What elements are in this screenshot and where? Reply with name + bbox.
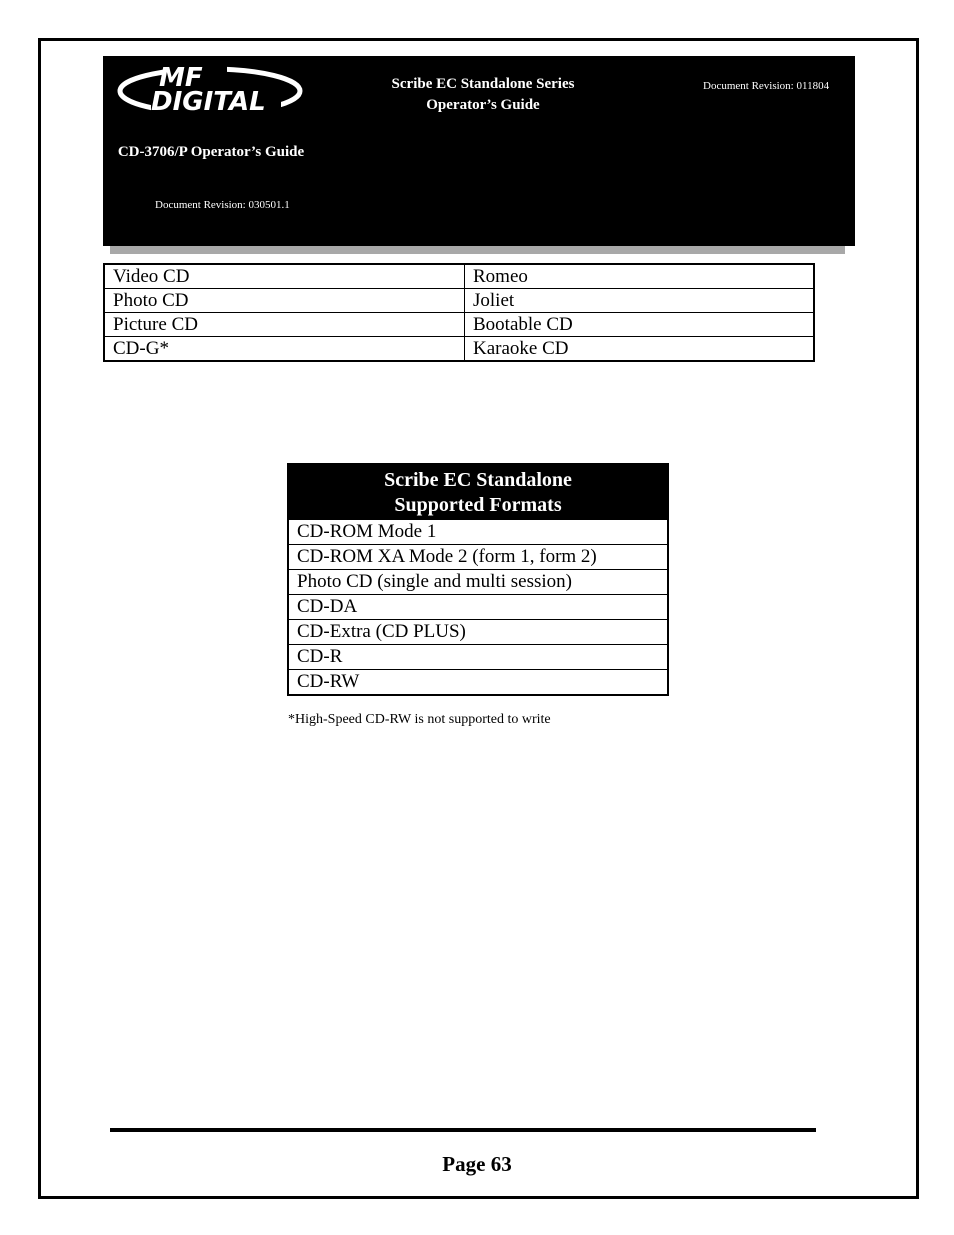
table-cell: Photo CD (single and multi session) <box>288 570 668 595</box>
left-document-title: CD-3706/P Operator’s Guide <box>117 144 305 160</box>
header-banner <box>103 56 855 246</box>
footnote: *High-Speed CD-RW is not supported to write <box>288 712 551 727</box>
table-cell: CD-Extra (CD PLUS) <box>288 620 668 645</box>
table-cell: Karaoke CD <box>465 337 815 362</box>
table-cell: Bootable CD <box>465 313 815 337</box>
table-cell: Photo CD <box>104 289 465 313</box>
mf-digital-logo <box>111 58 309 124</box>
table-cell: CD-ROM XA Mode 2 (form 1, form 2) <box>288 545 668 570</box>
table-row <box>288 520 668 545</box>
table-row <box>288 670 668 696</box>
svg-text:MF: MF <box>159 63 203 93</box>
table-cell: Video CD <box>104 264 465 289</box>
table-row <box>288 595 668 620</box>
right-document-revision: Document Revision: 011804 <box>703 80 830 92</box>
table-header <box>288 464 668 520</box>
left-document-revision: Document Revision: 030501.1 <box>155 199 290 211</box>
table-cell: Joliet <box>465 289 815 313</box>
table-row <box>104 264 814 289</box>
page-number: Page 63 <box>442 1152 512 1176</box>
svg-text:DIGITAL: DIGITAL <box>151 87 266 117</box>
table-cell: CD-RW <box>288 670 668 696</box>
formats-table <box>103 263 815 362</box>
table-cell: CD-G* <box>104 337 465 362</box>
table-row <box>288 645 668 670</box>
table-cell: Picture CD <box>104 313 465 337</box>
center-title-line1: Scribe EC Standalone Series <box>391 76 575 92</box>
footer-divider <box>110 1128 816 1132</box>
table-header-line1: Scribe EC Standalone <box>384 469 572 491</box>
table-row <box>288 620 668 645</box>
table-row <box>104 289 814 313</box>
table-cell: CD-DA <box>288 595 668 620</box>
supported-formats-table <box>287 463 669 696</box>
table-cell: CD-R <box>288 645 668 670</box>
table-row <box>104 313 814 337</box>
center-document-title <box>363 74 603 116</box>
table-header-line2: Supported Formats <box>394 494 562 516</box>
table-row <box>104 337 814 362</box>
table-cell: CD-ROM Mode 1 <box>288 520 668 545</box>
table-header-row <box>288 464 668 520</box>
table-cell: Romeo <box>465 264 815 289</box>
table-row <box>288 545 668 570</box>
center-title-line2: Operator’s Guide <box>426 97 540 113</box>
table-row <box>288 570 668 595</box>
